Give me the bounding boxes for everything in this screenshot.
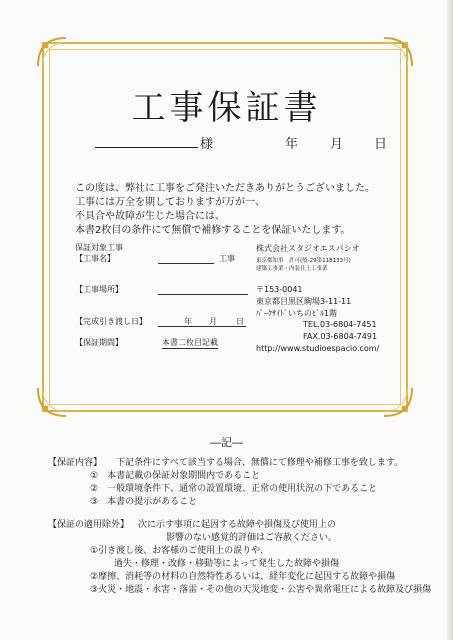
period-label: 【保証期間】	[75, 338, 123, 347]
ornament-corner-bottom-right	[380, 384, 414, 418]
company-fax: FAX.03-6804-7491	[303, 332, 378, 341]
company-tel: TEL.03-6804-7451	[303, 320, 377, 329]
period-value: 本書二枚目記載	[162, 338, 218, 347]
exclusion-item-1: ①引き渡し後、お客様のご使用上の誤りや、	[90, 546, 269, 556]
intro-line-1: この度は、弊社に工事をご発注いただきありがとうございました。	[75, 183, 375, 194]
content-item-3: ③ 本書の提示があること	[90, 497, 198, 507]
company-license: 東京都知事 許可(般-29第118133号)	[256, 258, 351, 264]
ornament-corner-top-right	[380, 36, 414, 70]
intro-line-3: 不具合や故障が生じた場合には、	[75, 211, 225, 222]
target-label: 保証対象工事	[75, 243, 123, 252]
exclusion-item-1-cont: 過失・修理・改修・移動等によって発生した故障や損傷	[114, 559, 340, 569]
exclusion-text-2: 影響のない感覚的評価はご容赦ください。	[166, 533, 338, 543]
date-day-label: 日	[374, 137, 388, 152]
content-item-1: ① 本書記載の保証対象期間内であること	[90, 471, 261, 481]
company-address-2: ﾊﾟｰｸｻｲﾄﾞいちのﾋﾞﾙ1階	[256, 309, 338, 318]
project-name-suffix: 工事	[219, 254, 235, 263]
project-name-label: 【工事名】	[75, 254, 115, 263]
document-title: 工事保証書	[131, 88, 322, 128]
place-label: 【工事場所】	[75, 285, 123, 294]
ornament-corner-bottom-left	[36, 384, 70, 418]
company-address-1: 東京都目黒区駒場3-11-11	[256, 297, 352, 306]
terms-heading: ―記―	[210, 436, 243, 449]
completion-line	[158, 326, 246, 327]
honorific: 様	[200, 137, 214, 152]
company-name: 株式会社スタジオエスパシオ	[256, 244, 360, 253]
recipient-name-line	[95, 147, 198, 148]
ornament-corner-top-left	[36, 36, 70, 70]
content-label: 【保証内容】	[48, 458, 103, 468]
company-postal: 〒153-0041	[256, 285, 303, 294]
completion-month: 月	[209, 317, 217, 326]
place-line	[158, 294, 248, 295]
exclusion-item-3: ③火災・地震・水害・落雷・その他の天災地変・公害や異常電圧による故障及び損傷	[90, 585, 432, 595]
intro-line-2: 工事には万全を期しておりますが万が一、	[75, 197, 265, 208]
completion-year: 年	[184, 317, 192, 326]
completion-label: 【完成引き渡し日】	[75, 317, 147, 326]
exclusion-text-1: 次に示す事項に起因する故障や損傷及び使用上の	[138, 520, 337, 530]
exclusion-item-2: ②摩擦、消耗等の材料の自然特性あるいは、経年変化に起因する故障や損傷	[90, 572, 396, 582]
date-month-label: 月	[330, 137, 344, 152]
exclusion-label: 【保証の適用除外】	[48, 520, 130, 530]
company-business-type: 建築工事業・内装仕上工事業	[256, 266, 328, 272]
completion-day: 日	[236, 317, 244, 326]
company-url[interactable]: http://www.studioespacio.com/	[256, 344, 380, 353]
project-name-line	[158, 263, 214, 264]
date-year-label: 年	[285, 137, 299, 152]
intro-line-4: 本書2枚目の条件にて無償で補修することを保証いたします。	[75, 225, 351, 236]
content-item-2: ② 一般環境条件下、通常の設置環境、正常の使用状況の下であること	[90, 484, 378, 494]
content-text: 下記条件にすべて該当する場合、無償にて修理や補修工事を致します。	[116, 458, 404, 468]
